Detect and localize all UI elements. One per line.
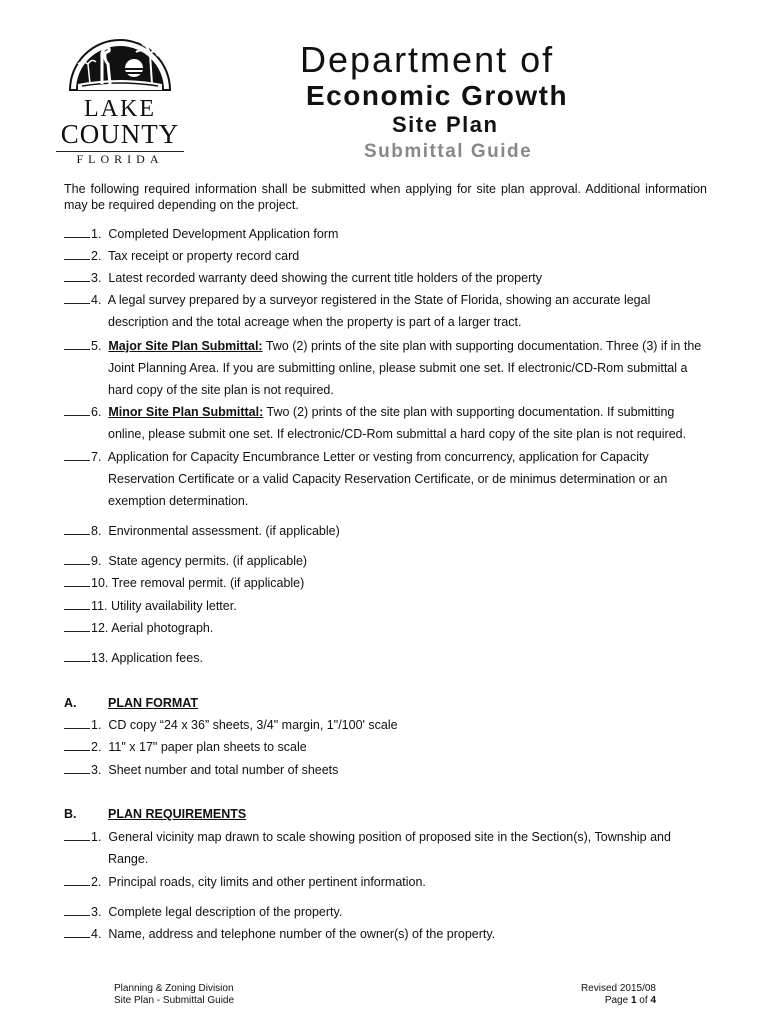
checkbox-blank[interactable] [64,827,90,841]
economic-growth-title: Economic Growth [306,80,569,111]
plan-requirements-item: 2. Principal roads, city limits and other pertinent information. [64,871,707,893]
lake-county-logo [54,34,186,166]
checklist-item: 10. Tree removal permit. (if applicable) [64,572,707,594]
plan-requirements-item: 3. Complete legal description of the property. [64,901,707,923]
department-title: Department of [300,39,555,80]
checklist-item: 5. Major Site Plan Submittal: Two (2) prints of the site plan with supporting documentation. Three (3) if in the Joint Planning Area. If you are submitting online, please submit one set. If electronic/CD-Rom submittal a hard copy of the site plan is not required. [64,335,707,401]
checkbox-blank[interactable] [64,648,90,662]
footer-left [114,983,234,1007]
checklist-item: 4. A legal survey prepared by a surveyor registered in the State of Florida, showing an accurate legal description and the total acreage when the property is part of a larger tract. [64,289,707,333]
checkbox-blank[interactable] [64,521,90,535]
section-b-heading: B. PLAN REQUIREMENTS [64,807,247,821]
checklist-item: 3. Latest recorded warranty deed showing the current title holders of the property [64,267,707,289]
checklist-item: 7. Application for Capacity Encumbrance Letter or vesting from concurrency, application for Capacity Reservation Certificate or a valid Capacity Reservation Certificate, or de minimus determination or an exemption determination. [64,446,707,512]
plan-format-item: 2. 11" x 17" paper plan sheets to scale [64,736,707,758]
footer-division: Planning & Zoning Division [114,983,234,994]
heron-palm-sunset-icon [68,34,172,92]
submittal-guide-subtitle: Submittal Guide [364,141,533,162]
site-plan-title: Site Plan [392,112,499,137]
checkbox-blank[interactable] [64,737,90,751]
checkbox-blank[interactable] [64,402,90,416]
checklist-item: 12. Aerial photograph. [64,617,707,639]
checkbox-blank[interactable] [64,290,90,304]
plan-requirements-item: 4. Name, address and telephone number of the owner(s) of the property. [64,923,707,945]
footer-page-number: Page 1 of 4 [604,995,656,1006]
checklist-item: 2. Tax receipt or property record card [64,245,707,267]
checklist-item: 1. Completed Development Application form [64,223,707,245]
checkbox-blank[interactable] [64,924,90,938]
checkbox-blank[interactable] [64,902,90,916]
checkbox-blank[interactable] [64,224,90,238]
checklist-item: 6. Minor Site Plan Submittal: Two (2) prints of the site plan with supporting documentation. If submitting online, please submit one set. If electronic/CD-Rom submittal a hard copy of the site plan is not required. [64,401,707,445]
checkbox-blank[interactable] [64,268,90,282]
checkbox-blank[interactable] [64,246,90,260]
checkbox-blank[interactable] [64,447,90,461]
checkbox-blank[interactable] [64,551,90,565]
checkbox-blank[interactable] [64,336,90,350]
logo-county-text: COUNTY [60,119,180,149]
logo-florida-text: FLORIDA [76,152,164,166]
checkbox-blank[interactable] [64,872,90,886]
footer-revised: Revised 2015/08 [580,983,656,994]
checkbox-blank[interactable] [64,573,90,587]
checklist-item: 9. State agency permits. (if applicable) [64,550,707,572]
checklist-item: 8. Environmental assessment. (if applicable) [64,520,707,542]
footer-doc-title: Site Plan - Submittal Guide [114,995,235,1006]
plan-format-item: 1. CD copy “24 x 36” sheets, 3/4" margin, 1"/100' scale [64,714,707,736]
section-a-heading: A. PLAN FORMAT [64,696,199,710]
checkbox-blank[interactable] [64,596,90,610]
checkbox-blank[interactable] [64,760,90,774]
checkbox-blank[interactable] [64,618,90,632]
plan-requirements-item: 1. General vicinity map drawn to scale showing position of proposed site in the Section(s), Township and Range. [64,826,707,870]
checkbox-blank[interactable] [64,715,90,729]
footer-right [581,983,656,1007]
checklist-item: 13. Application fees. [64,647,707,669]
logo-lake-text: LAKE [84,96,156,122]
checklist-item: 11. Utility availability letter. [64,595,707,617]
plan-format-item: 3. Sheet number and total number of sheets [64,759,707,781]
intro-paragraph: The following required information shall be submitted when applying for site plan approval. Additional information may be required depending on the project. [64,182,707,212]
